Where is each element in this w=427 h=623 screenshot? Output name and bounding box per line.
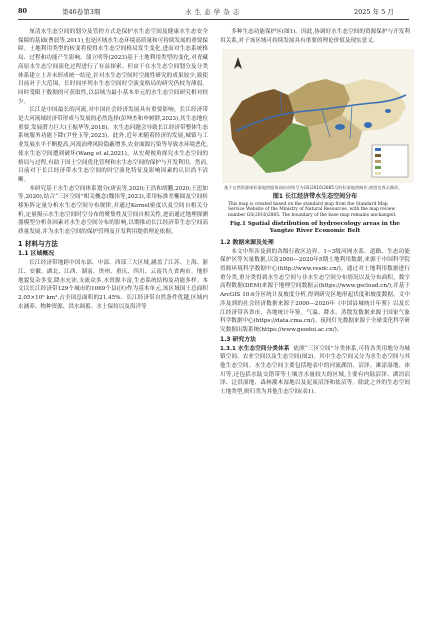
data-sources-paragraph: 本文中所涉及到的各级行政区边界、1~3级河网水系、道路、生态功能保护区等矢量数据,以及2000—2020年5期土地利用数据,来源于中国科学院资源环境科学数据中心(http://www.resdc.cn/)。通过对土地利用数据进行重分类,重分类得到水生态空间与非水生态空间分布情况以及分布面积。数字高程数据(DEM)来源于地理空间数据云(https://www.gscloud.cn/),并基于ArcGIS 10.6分区统计及坡度分析,得到研究区地形起伏度和坡度数据。文中涉及到的社会经济数据来源于2000—2020年《中国县城统计年鉴》以及长江经济带各省市、各地统计年鉴。气温、降水、蒸散发数据来源于国家气象科学数据中心(https://data.cma.cn/)。夜间灯光数据来源于全球变化科学研究数据出版系统(https://www.geodoi.ac.cn/)。 xyxy=(220,248,410,333)
section-heading-materials-methods: 1 材料与方法 xyxy=(18,239,58,248)
journal-name: 水 生 态 学 杂 志 xyxy=(185,8,240,16)
classification-text: 依照“三区空间”分类体系,可将各类用地分为城镇空间、农业空间以及生态空间(图2)。其中生态空间又分为水生态空间与其他生态空间。水生态空间主要包括地表中的河流湖泊、沼泽、滩涂湿地、冰川等,还包括水陆交错带等土壤含水量较大的区域,主要有内陆沼泽、湖泊沼泽、泛洪湿地、森林灌木湿地以及泥炭沼泽和盐沼等。除此之外的生态空间土地类型,则归类为其他生态空间(表1)。 xyxy=(220,345,410,396)
map-legend-swatch-4 xyxy=(375,166,381,169)
issue-date: 2025 年 5 月 xyxy=(354,8,394,16)
map-legend-swatch-3 xyxy=(375,160,381,163)
figure-1-title-en: Fig.1 Spatial distribution of hydroecology areas in the Yangtze River Economic Belt xyxy=(230,220,400,234)
page-number: 80 xyxy=(18,7,28,15)
map-legend-swatch-1 xyxy=(375,148,381,151)
intro-paragraph-1: 厘清水生态空间的划分及管控方式是保护水生态空间及健康水生态安全保障的基础(曹晨等,2011),也是区域水生态环境高质量和可持续发展的重要保障。土地利用类型的转变将使得水生态空间格局发生变化,进而对生态系统格局、过程和功能产生影响。蒲立明等(2023)基于土地利用类型的变化,对青藏高原水生态空间演化过程进行了有益探索。但由于在水生态空间划分及分类体系建立上并未形成统一结论,针对水生态空间时空属性研究的成果较少,致使目前对于大范围、长时间序列水生态空间时空演变格局的研究仍较为薄弱。同时受限于数据的可获取性,以县域为最小基本单元的水生态空间研究相对较少。 xyxy=(18,29,208,105)
figure-1-caption-en: This map is created based on the standard map from the Standard Map Service Website of the Ministry of Natural Resources, with the map review number GS(2016)2885. The boundary of the base map remains unchanged. xyxy=(228,201,397,218)
subsubsection-heading-classification: 1.3.1 水生态空间分类体系 xyxy=(220,345,290,352)
figure-1-title-cn: 图1 长江经济带水生态空间分布 xyxy=(272,192,358,200)
continuation-paragraph: 多种生态功能保护区(图1)。因此,协调好水生态空间的资源保护与开发利用关系,对于该区域可持续发展具有重要的理论价值及现实意义。 xyxy=(220,29,410,44)
subsection-heading-methods: 1.3 研究方法 xyxy=(220,336,257,343)
right-column xyxy=(220,28,410,397)
map-lake-3 xyxy=(385,109,391,113)
intro-paragraph-3: 本研究基于水生态空间体系划分(唐寅等,2020;王浩和胡鹏,2020;王思如等,2020),结合“三区空间”相关概念(魏伟等,2023),采用标准差椭圆及空间转移矩阵定量分析水生态空间分布规律,并通过Kernel密度以及空间自相关分析,定量揭示水生态空间时空分布的聚集性及空间自相关性,进而通过地理探测器模型分析各因素对水生态空间分布的影响,以期推动长江经济带生态空间高质量发展,并为水生态空间的保护管理及开发利用提供理论依据。 xyxy=(18,185,208,236)
page-header xyxy=(0,0,427,22)
study-area-paragraph: 长江经济带地跨中国东部、中部、西部三大区域,涵盖了江苏、上海、浙江、安徽、湖北、江西、湖南、贵州、重庆、四川、云南共九省两市。地形地貌复杂多变,降水充沛,支流众多,水资源丰富,生态系统结构及功能多样。本文以长江经济带129个城市的1069个县(区)作为基本单元,该区域国土总面积2.05×10⁶ km²,占全国总面积的21.45%。长江经济带自然条件优越,区域内水涵养、物种资源、洪水调蓄、水土保持以及海洋等 xyxy=(18,260,208,310)
intro-paragraph-2: 长江是中国最长的河流,对中国社会经济发展具有重要影响。长江经济带是大河流域经济带形成与发展的必然选择(彭坤杰和申树群,2023),其生态地位重要,发展潜力巨大(王振华等,2018)。水生态问题会导致长江经济带整体生态系统服务功能下降(尹登玉等,2023)。此外,近年来随着经济的发展,城镇与工业发展水平不断提高,河流治理风险隐蔽增多,农业面源污染等导致水环境恶化,使水生态空间遭到破坏(Wang et al,2021)。从宏观视角探究水生态空间的格局与过程,有助于国土空间优化管理和水生态空间的保护与开发利用。然而,目前对于长江经济带水生态空间的时空演化特征及影响因素的认识尚不清晰。 xyxy=(18,107,208,183)
map-lake-1 xyxy=(335,124,345,130)
yangtze-map-image xyxy=(222,49,414,183)
map-legend-swatch-5 xyxy=(375,172,381,175)
figure-map-note: 基于自然资源部标准地图服务网站审图号为GS(2016)2885号的标准地图制作,底图边界无修改。 xyxy=(224,185,403,191)
subsection-heading-data-sources: 1.2 数据来源及处理 xyxy=(220,239,274,246)
map-legend-swatch-2 xyxy=(375,154,381,157)
classification-paragraph xyxy=(220,345,410,397)
subsection-heading-study-area: 1.1 区域概况 xyxy=(18,251,55,258)
volume-issue: 第46卷第3期 xyxy=(62,8,101,16)
figure-1-map xyxy=(222,49,414,183)
map-lake-2 xyxy=(364,122,372,128)
left-column xyxy=(18,28,208,312)
header-rule xyxy=(18,19,409,20)
